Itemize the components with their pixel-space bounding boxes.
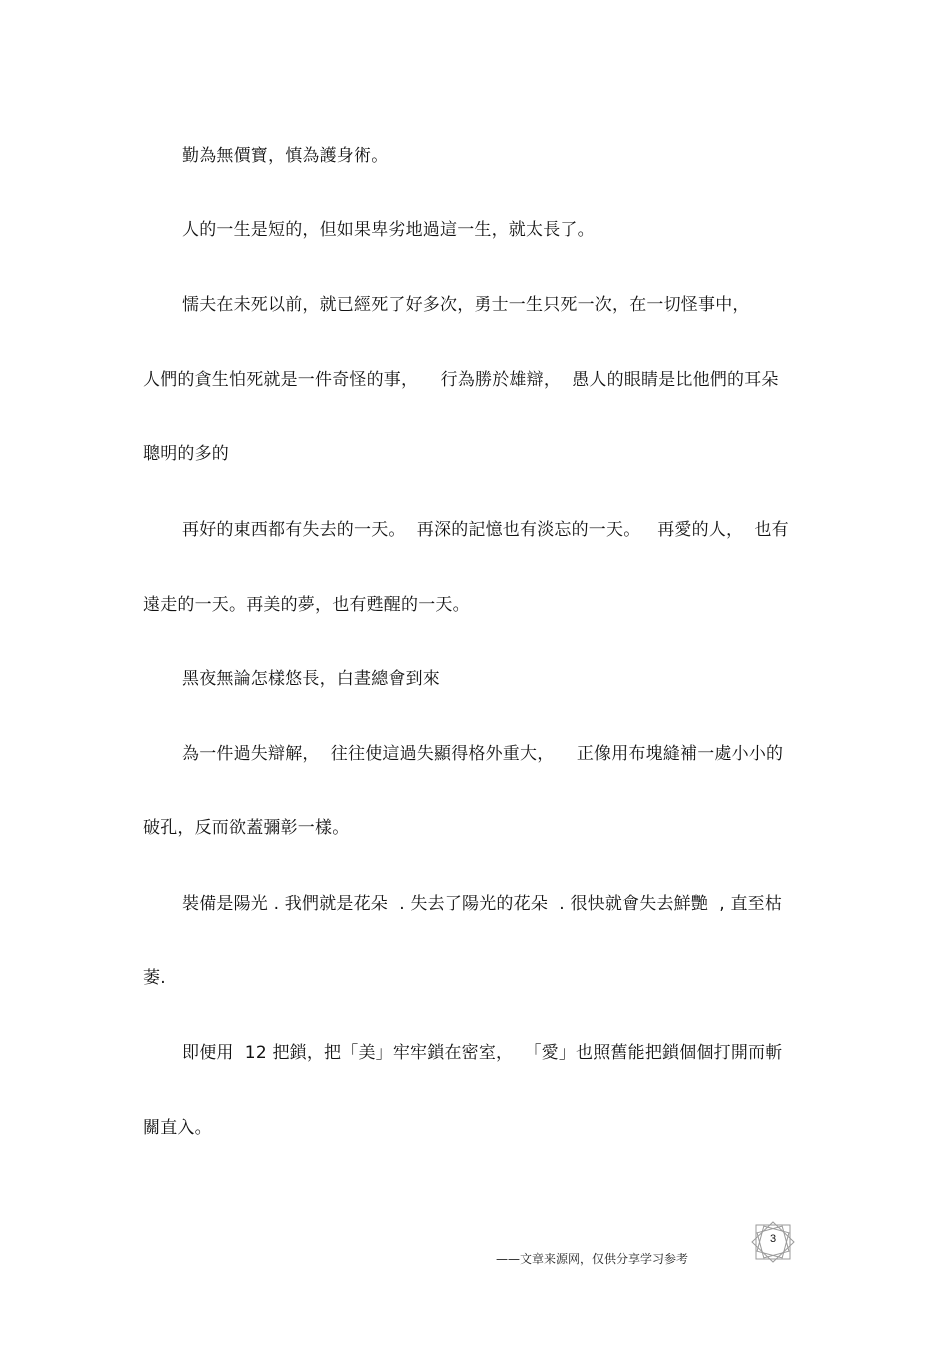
page-number: 3 <box>769 1233 777 1245</box>
text-line: 人的一生是短的，但如果卑劣地過這一生，就太長了。 <box>182 220 595 240</box>
text-line: 破孔，反而欲蓋彌彰一樣。 <box>143 818 350 838</box>
text-line: 勤為無價寶，慎為護身術。 <box>182 146 389 166</box>
text-line: 裝備是陽光 . 我們就是花朵 . 失去了陽光的花朵 . 很快就會失去鮮艷 , 直至枯 <box>182 894 783 914</box>
text-line: 人們的貪生怕死就是一件奇怪的事， 行為勝於雄辯， 愚人的眼睛是比他們的耳朵 <box>143 370 779 390</box>
footer-source-note: ——文章来源网，仅供分享学习参考 <box>496 1252 689 1266</box>
text-line: 關直入。 <box>143 1118 212 1138</box>
text-line: 聰明的多的 <box>143 444 229 464</box>
text-line: 黑夜無論怎樣悠長，白晝總會到來 <box>182 669 440 689</box>
text-line: 為一件過失辯解， 往往使這過失顯得格外重大， 正像用布塊縫補一處小小的 <box>182 744 784 764</box>
text-line: 萎. <box>143 968 166 988</box>
text-line: 遠走的一天。再美的夢，也有甦醒的一天。 <box>143 595 470 615</box>
text-line: 懦夫在未死以前，就已經死了好多次，勇士一生只死一次，在一切怪事中， <box>182 295 750 315</box>
text-line: 即便用 12 把鎖，把「美」牢牢鎖在密室， 「愛」也照舊能把鎖個個打開而斬 <box>182 1043 783 1063</box>
text-line: 再好的東西都有失去的一天。 再深的記憶也有淡忘的一天。 再愛的人， 也有 <box>182 520 789 540</box>
